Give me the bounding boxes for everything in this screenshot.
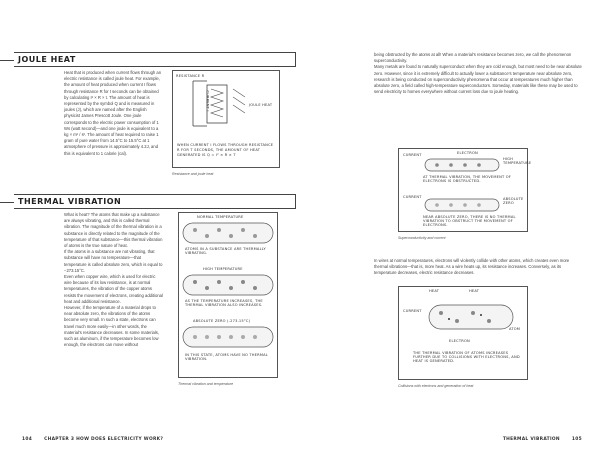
collision-electron-label: ELECTRON (449, 339, 470, 343)
absolute-zero-cylinder (181, 325, 277, 349)
electron-label: ELECTRON (457, 151, 478, 155)
normal-temp-note: ATOMS IN A SUBSTANCE ARE THERMALLY VIBRATING. (185, 247, 266, 255)
joule-heat-heading: JOULE HEAT (14, 52, 296, 67)
absolute-zero-label: ABSOLUTE ZERO (-273.15°C) (193, 319, 251, 323)
left-chapter-title: CHAPTER 3 HOW DOES ELECTRICITY WORK? (44, 437, 164, 442)
left-page-number: 104 (22, 437, 33, 442)
superconductivity-body: being obstructed by the atoms at all! When a material's resistance becomes zero, we call the phenomenon superconductivity. Many metals are found to naturally superconduct when they are cold enough, but most need to be near absolute zero. However, since it is extremely difficult to actually lower a substance's temperature near absolute zero, research is being conducted on superconductivity phenomena that occur at temperatures much higher than absolute zero, a field called high-temperature superconductors. Someday, materials like these may be used to send electricity to homes everywhere without current loss due to joule heating. (374, 52, 582, 95)
absolute-zero-note: IN THIS STATE, ATOMS HAVE NO THERMAL VIBRATION. (185, 353, 269, 361)
joule-heat-figure (172, 70, 280, 168)
current-label-2: CURRENT (403, 195, 422, 199)
thermal-fig-caption: Thermal vibration and temperature (178, 382, 234, 386)
collision-figure (398, 286, 528, 380)
normal-temp-label: NORMAL TEMPERATURE (197, 215, 244, 219)
high-temp-label: HIGH TEMPERATURE (203, 267, 243, 271)
high-temp-note: AS THE TEMPERATURE INCREASES, THE THERMAL VIBRATION ALSO INCREASES. (185, 299, 263, 307)
resistance-label: RESISTANCE R (176, 74, 205, 78)
high-temp-cylinder (181, 273, 277, 297)
heat-label-2: HEAT (469, 289, 480, 293)
joule-heat-label: JOULE HEAT (249, 103, 273, 107)
collision-current-label: CURRENT (403, 309, 422, 313)
right-page (300, 0, 600, 464)
absolute-zero-wire (423, 197, 503, 213)
super-note-1: AT THERMAL VIBRATION, THE MOVEMENT OF ELECTRONS IS OBSTRUCTED. (423, 175, 512, 183)
super-note-2: NEAR ABSOLUTE ZERO, THERE IS NO THERMAL VIBRATION TO OBSTRUCT THE MOVEMENT OF ELECTRONS. (423, 215, 516, 227)
left-footer (22, 437, 163, 442)
atom-label: ATOM (509, 327, 521, 331)
super-fig-caption: Superconductivity and current (398, 236, 446, 240)
current-label: CURRENT I (205, 90, 210, 112)
collision-wire (427, 303, 517, 331)
collision-body: In wires at normal temperatures, electrons will violently collide with other atoms, which creates even more thermal vibrations—that is, more heat. As a wire heats up, its resistance increases. Conversely, as its temperature decreases, electric resistance decreases. (374, 258, 570, 276)
joule-fig-caption: Resistance and joule heat (172, 172, 214, 176)
superconductivity-figure (398, 148, 532, 232)
thermal-vibration-body: What is heat? The atoms that make up a substance are always vibrating, and this is called thermal vibration. The magnitude of the thermal vibration in a substance is directly related to the magnitude of the temperature of that substance—this thermal vibration of atoms is the true nature of heat. If the atoms in a substance are not vibrating, that substance will have no temperature—that temperature is called absolute zero, which is equal to −273.15°C. Even when copper wire, which is used for electric wire because of its low resistance, is at normal temperatures, the vibration of the copper atoms resists the movement of electrons, creating additional heat and additional resistance. However, if the temperature of a material drops to near absolute zero, the vibrations of the atoms become very small. In such a state, electrons can travel much more easily—in other words, the material's resistance decreases. In some materials, such as aluminum, if the temperature becomes low enough, the electrons can move without (64, 212, 163, 348)
heat-label-1: HEAT (429, 289, 440, 293)
normal-temp-cylinder (181, 221, 277, 245)
joule-heat-note: WHEN CURRENT I FLOWS THROUGH RESISTANCE R FOR T SECONDS, THE AMOUNT OF HEAT GENERATED IS Q = I² × R × T (177, 143, 274, 157)
right-section-title: THERMAL VIBRATION (502, 437, 560, 442)
thermal-vibration-figure (178, 212, 278, 378)
right-page-number: 105 (571, 437, 582, 442)
high-temp-wire (423, 157, 503, 173)
right-footer (503, 437, 582, 442)
resistor-drawing (173, 71, 279, 131)
high-temp-tag: HIGH TEMPERATURE (503, 157, 532, 165)
joule-heat-body: Heat that is produced when current flows through an electric resistance is called joule heat. For example, the amount of heat produced when current I flows through resistance R for t seconds can be obtained by calculating I² × R × t. The amount of heat is represented by the symbol Q and is measured in joules (J), which are named after the English physicist James Prescott Joule. One joule corresponds to the electric power consumption of 1 Ws (watt second)—and one joule is equivalent to a kg × m² / s². The amount of heat required to raise 1 gram of pure water from 14.5°C to 15.5°C at 1 atmosphere of pressure is approximately 4.2J, and this is equivalent to 1 calorie (cal). (64, 70, 162, 156)
collision-note: THE THERMAL VIBRATION OF ATOMS INCREASES FURTHER DUE TO COLLISIONS WITH ELECTRONS, AND HEAT IS GENERATED. (413, 351, 520, 363)
collision-fig-caption: Collisions with electrons and generation of heat (398, 384, 474, 388)
thermal-vibration-heading: THERMAL VIBRATION (14, 194, 296, 209)
current-label-1: CURRENT (403, 153, 422, 157)
absolute-zero-tag: ABSOLUTE ZERO (503, 197, 524, 205)
